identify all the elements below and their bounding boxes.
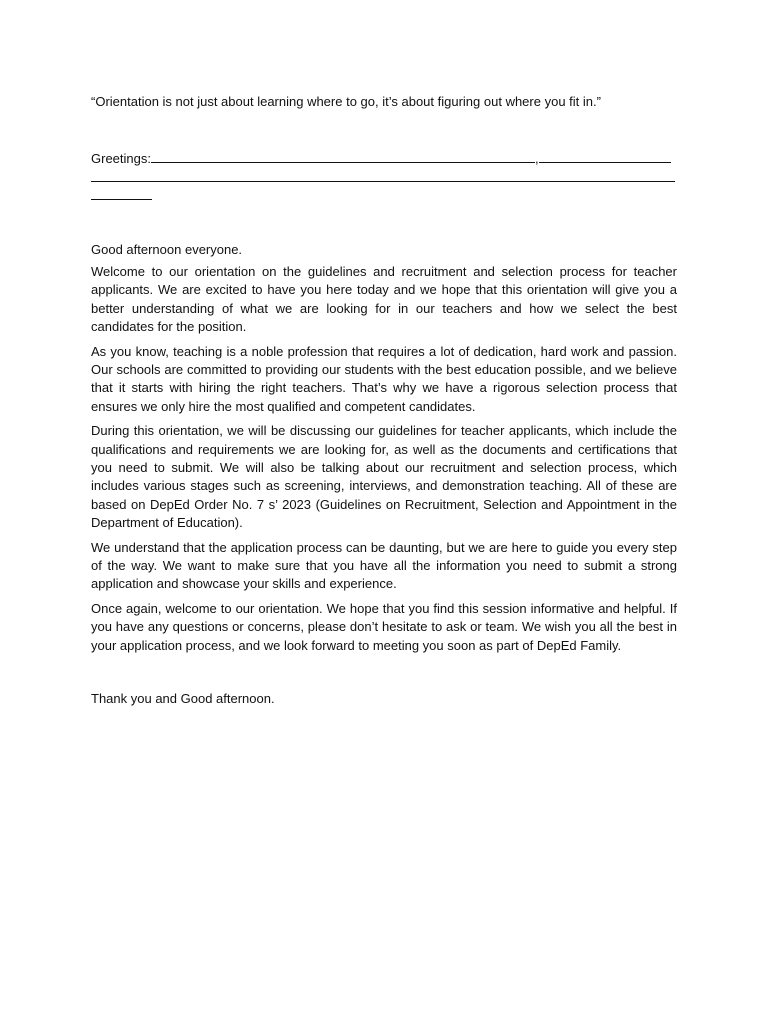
paragraph-once-again: Once again, welcome to our orientation. We hope that you find this session informative and helpful. If you have any questions or concerns, please don’t hesitate to ask or team. We wish you all the best in your application process, and we look forward to meeting you soon as part of DepEd Family. <box>91 600 677 653</box>
greetings-blank-4[interactable] <box>91 187 152 200</box>
paragraph-guidance: We understand that the application process can be daunting, but we are here to guide you every step of the way. We want to make sure that you have all the information you need to submit a strong application and showcase your skills and experience. <box>91 539 677 592</box>
greetings-field <box>91 150 677 205</box>
greetings-blank-1[interactable] <box>151 150 535 163</box>
paragraph-orientation: During this orientation, we will be discussing our guidelines for teacher applicants, which include the qualifications and requirements we are looking for, as well as the documents and certifications that you need to submit. We will also be talking about our recruitment and selection process, which includes various stages such as screening, interviews, and demonstration teaching. All of these are based on DepEd Order No. 7 s’ 2023 (Guidelines on Recruitment, Selection and Appointment in the Department of Education). <box>91 423 677 531</box>
paragraph-welcome: Welcome to our orientation on the guidelines and recruitment and selection process for teacher applicants. We are excited to have you here today and we hope that this orientation will give you a better understanding of what we are looking for in our teachers and how we select the best candidates for the position. <box>91 263 677 335</box>
paragraph-teaching: As you know, teaching is a noble profession that requires a lot of dedication, hard work and passion. Our schools are committed to providing our students with the best education possible, and we believe that it starts with hiring the right teachers. That’s why we have a rigorous selection process that ensures we only hire the most qualified and competent candidates. <box>91 343 677 414</box>
opening-quote: “Orientation is not just about learning where to go, it’s about figuring out where you fit in.” <box>91 94 601 109</box>
greetings-label: Greetings: <box>91 151 151 167</box>
greetings-blank-2[interactable] <box>539 150 671 163</box>
closing-line: Thank you and Good afternoon. <box>91 691 275 707</box>
salutation: Good afternoon everyone. <box>91 241 243 257</box>
greetings-blank-3[interactable] <box>91 169 675 182</box>
greetings-line-2 <box>91 169 677 187</box>
greetings-line-1 <box>91 150 677 168</box>
greetings-line-3 <box>91 187 677 205</box>
greetings-comma: , <box>534 151 539 167</box>
document-page <box>91 93 677 715</box>
